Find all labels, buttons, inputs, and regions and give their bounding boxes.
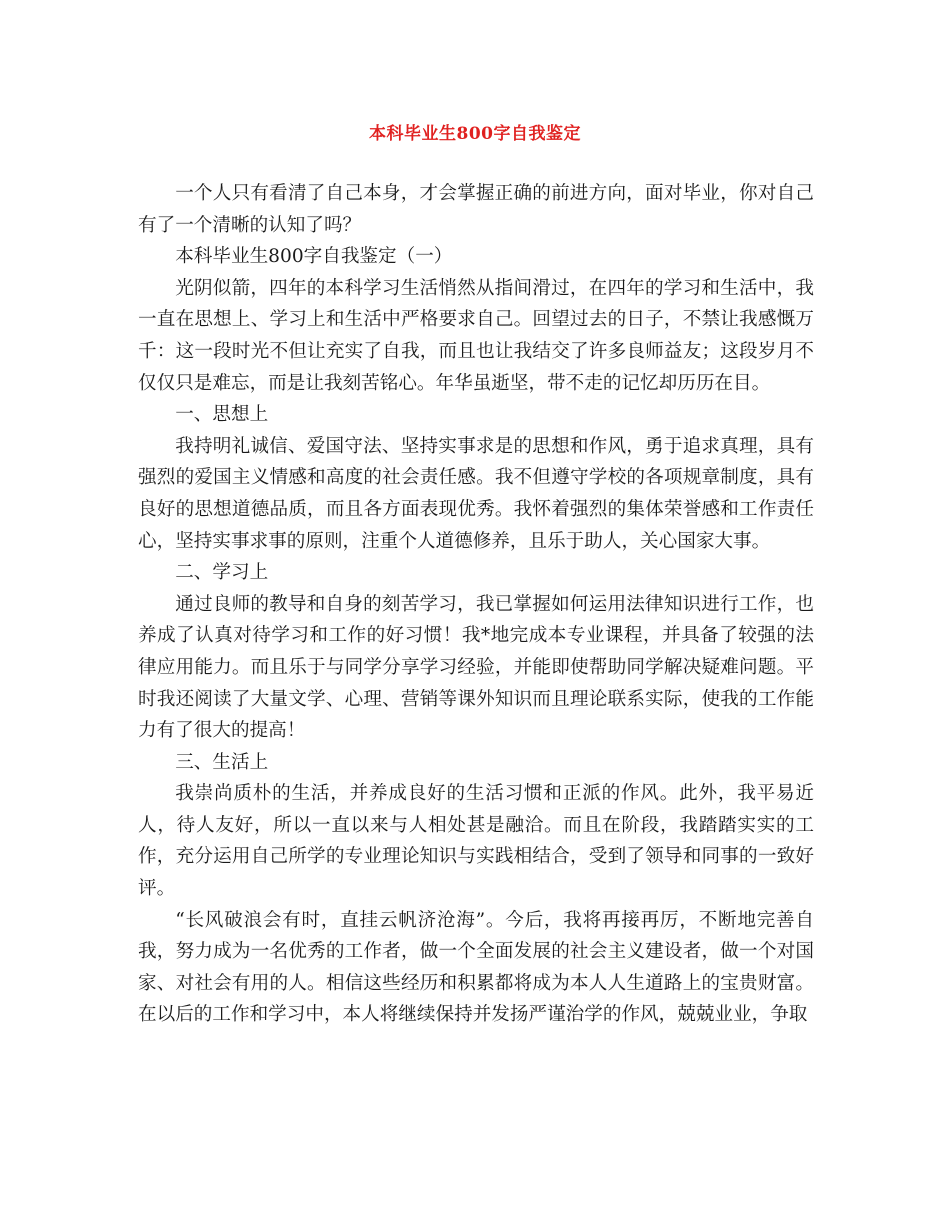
- section-heading-part-one: 本科毕业生800字自我鉴定（一）: [175, 246, 453, 268]
- heading-life: 三、生活上: [175, 751, 269, 773]
- closing-paragraph: “长风破浪会有时，直挂云帆济沧海”。今后，我将再接再厉，不断地完善自我，努力成为一名优秀的工作者，做一个全面发展的社会主义建设者，做一个对国家、对社会有用的人。相信这些经历和积累都将成为本人人生道路上的宝贵财富。在以后的工作和学习中，本人将继续保持并发扬严谨治学的作风，兢兢业业，争取: [138, 909, 814, 1026]
- heading-thought: 一、思想上: [175, 404, 269, 426]
- document-title: 本科毕业生800字自我鉴定: [369, 124, 581, 144]
- study-paragraph: 通过良师的教导和自身的刻苦学习，我已掌握如何运用法律知识进行工作，也养成了认真对待学习和工作的好习惯！我*地完成本专业课程，并具备了较强的法律应用能力。而且乐于与同学分享学习经验，并能即使帮助同学解决疑难问题。平时我还阅读了大量文学、心理、营销等课外知识而且理论联系实际，使我的工作能力有了很大的提高！: [138, 593, 814, 742]
- opening-paragraph: 光阴似箭，四年的本科学习生活悄然从指间滑过，在四年的学习和生活中，我一直在思想上、学习上和生活中严格要求自己。回望过去的日子，不禁让我感慨万千：这一段时光不但让充实了自我，而且也让我结交了许多良师益友；这段岁月不仅仅只是难忘，而是让我刻苦铭心。年华虽逝坚，带不走的记忆却历历在目。: [138, 277, 814, 394]
- life-paragraph: 我崇尚质朴的生活，并养成良好的生活习惯和正派的作风。此外，我平易近人，待人友好，所以一直以来与人相处甚是融洽。而且在阶段，我踏踏实实的工作，充分运用自己所学的专业理论知识与实践相结合，受到了领导和同事的一致好评。: [138, 783, 814, 900]
- document-body: [138, 178, 814, 1031]
- thought-paragraph: 我持明礼诚信、爱国守法、坚持实事求是的思想和作风，勇于追求真理，具有强烈的爱国主义情感和高度的社会责任感。我不但遵守学校的各项规章制度，具有良好的思想道德品质，而且各方面表现优秀。我怀着强烈的集体荣誉感和工作责任心，坚持实事求事的原则，注重个人道德修养，且乐于助人，关心国家大事。: [138, 435, 814, 552]
- heading-study: 二、学习上: [175, 562, 269, 584]
- intro-paragraph: 一个人只有看清了自己本身，才会掌握正确的前进方向，面对毕业，你对自己有了一个清晰的认知了吗？: [138, 183, 814, 236]
